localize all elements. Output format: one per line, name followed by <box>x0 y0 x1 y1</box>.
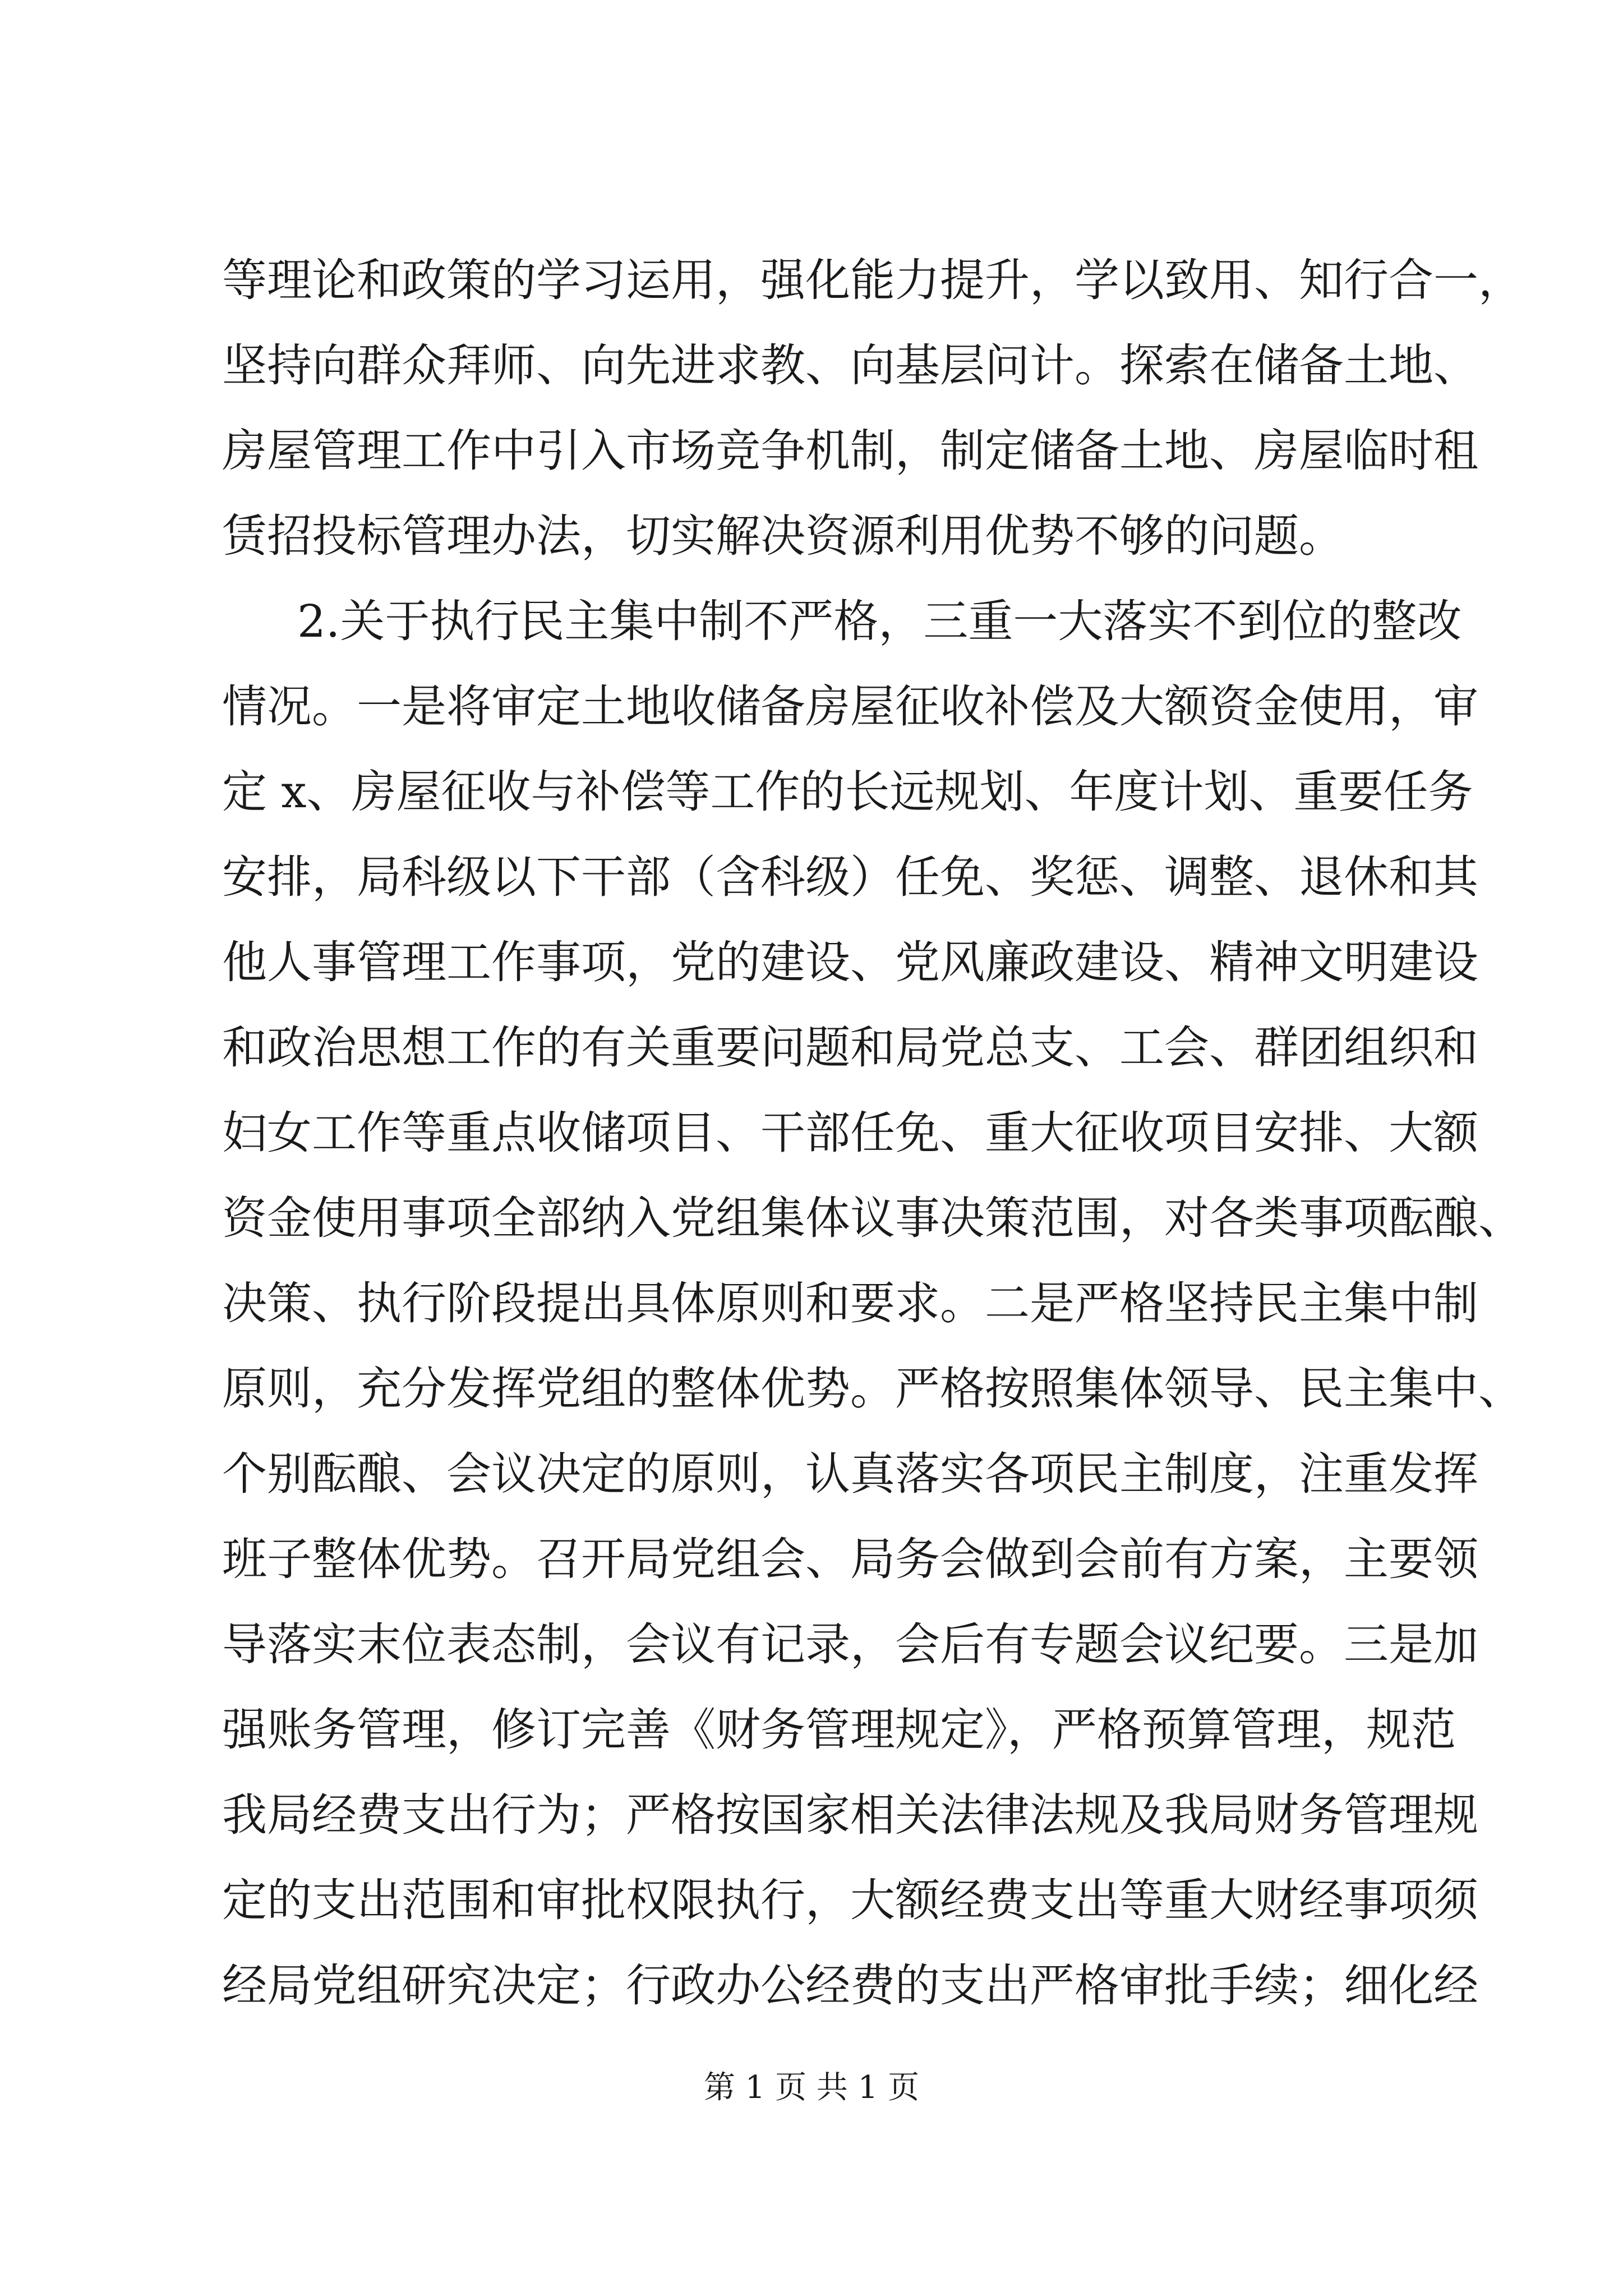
body-line: 妇女工作等重点收储项目、干部任免、重大征收项目安排、大额 <box>222 1107 1478 1159</box>
body-line: 经局党组研究决定；行政办公经费的支出严格审批手续；细化经 <box>222 1959 1478 2012</box>
body-line: 等理论和政策的学习运用，强化能力提升，学以致用、知行合一， <box>222 254 1523 306</box>
body-line: 和政治思想工作的有关重要问题和局党总支、工会、群团组织和 <box>222 1022 1478 1074</box>
paragraph-2-first-line: 2.关于执行民主集中制不严格，三重一大落实不到位的整改 <box>297 595 1462 647</box>
body-line: 他人事管理工作事项，党的建设、党风廉政建设、精神文明建设 <box>222 936 1478 988</box>
page-number-footer: 第 1 页 共 1 页 <box>703 2069 920 2106</box>
body-line: 班子整体优势。召开局党组会、局务会做到会前有方案，主要领 <box>222 1533 1478 1585</box>
body-line: 安排，局科级以下干部（含科级）任免、奖惩、调整、退休和其 <box>222 851 1478 903</box>
body-line: 我局经费支出行为；严格按国家相关法律法规及我局财务管理规 <box>222 1789 1478 1841</box>
body-line: 定 x、房屋征收与补偿等工作的长远规划、年度计划、重要任务 <box>222 766 1473 818</box>
body-line: 定的支出范围和审批权限执行，大额经费支出等重大财经事项须 <box>222 1874 1478 1926</box>
body-line: 资金使用事项全部纳入党组集体议事决策范围，对各类事项酝酿、 <box>222 1192 1523 1244</box>
body-line: 决策、执行阶段提出具体原则和要求。二是严格坚持民主集中制 <box>222 1277 1478 1329</box>
body-line: 强账务管理，修订完善《财务管理规定》，严格预算管理，规范 <box>222 1704 1456 1756</box>
body-line: 赁招投标管理办法，切实解决资源利用优势不够的问题。 <box>222 510 1344 562</box>
body-line: 情况。一是将审定土地收储备房屋征收补偿及大额资金使用，审 <box>222 680 1478 733</box>
body-line: 房屋管理工作中引入市场竞争机制，制定储备土地、房屋临时租 <box>222 425 1478 477</box>
body-line: 坚持向群众拜师、向先进求教、向基层问计。探索在储备土地、 <box>222 339 1478 392</box>
body-line: 个别酝酿、会议决定的原则，认真落实各项民主制度，注重发挥 <box>222 1448 1478 1500</box>
body-line: 导落实末位表态制，会议有记录，会后有专题会议纪要。三是加 <box>222 1618 1478 1671</box>
body-line: 原则，充分发挥党组的整体优势。严格按照集体领导、民主集中、 <box>222 1363 1523 1415</box>
